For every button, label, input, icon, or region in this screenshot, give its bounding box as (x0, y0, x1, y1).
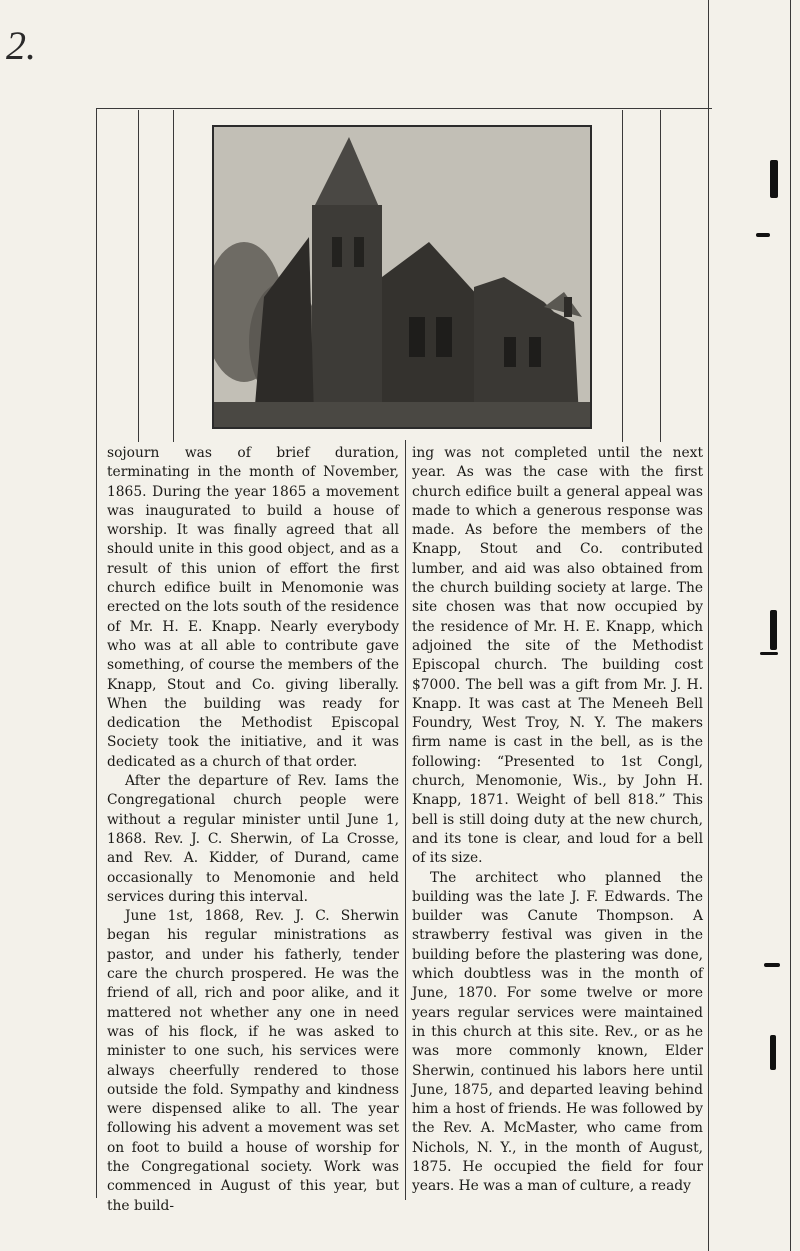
paragraph: After the departure of Rev. Iams the Congregational church people were without a regular minister until June 1, 1868. Rev. J. C. Sherwin, of La Crosse, and Rev. A. Kidder, of Durand, came occasionally to Menomonie and held services during this interval. (107, 773, 399, 905)
paragraph: ing was not completed until the next year. As was the case with the first church edifice built a general appeal was made to which a generous response was made. As before the members of the Knapp, Stout and Co. contributed lumber, and aid was also obtained from the church building society at large. The site chosen was that now occupied by the residence of Mr. H. E. Knapp, which adjoined the site of the Methodist Episcopal church. The building cost $7000. The bell was a gift from Mr. J. H. Knapp. It was cast at The Meneeh Bell Foundry, West Troy, N. Y. The makers firm name is cast in the bell, as is the following: “Presented to 1st Congl, church, Menomonie, Wis., by John H. Knapp, 1871. Weight of bell 818.” This bell is still doing duty at the new church, and its tone is clear, and loud for a bell of its size. (412, 445, 703, 867)
paragraph: The architect who planned the building was the late J. F. Edwards. The builder was Canute Thompson. A strawberry festival was given in the building before the plastering was done, which doubtless was in the month of June, 1870. For some twelve or more years regular services were maintained in this church at this site. Rev., or as he was more commonly known, Elder Sherwin, continued his labors here until June, 1875, and departed leaving behind him a host of friends. He was followed by the Rev. A. McMaster, who came from Nichols, N. Y., in the month of August, 1875. He occupied the field for four years. He was a man of culture, a ready (412, 869, 703, 1195)
frame-rule-right-1 (622, 110, 623, 442)
column-divider (405, 440, 406, 1200)
frame-rule-left-2 (173, 110, 174, 442)
church-photo (212, 125, 592, 429)
binding-mark (770, 610, 777, 650)
frame-rule-far-right (790, 0, 791, 1251)
binding-mark (770, 160, 778, 198)
church-illustration (214, 127, 590, 427)
article-left-column (107, 444, 399, 1216)
binding-mark (756, 233, 770, 237)
article-right-column (412, 444, 703, 1197)
page-number: 2. (6, 23, 36, 68)
frame-rule-right-outer (708, 0, 709, 1251)
binding-mark (760, 652, 778, 655)
paragraph: June 1st, 1868, Rev. J. C. Sherwin began his regular ministrations as pastor, and under his fatherly, tender care the church prospered. He was the friend of all, rich and poor alike, and it mattered not whether any one in need was of his flock, if he was asked to minister to one such, his services were always cheerfully rendered to those outside the fold. Sympathy and kindness were dispensed alike to all. The year following his advent a movement was set on foot to build a house of worship for the Congregational society. Work was commenced in August of this year, but the build- (107, 908, 399, 1214)
binding-mark (764, 963, 780, 967)
paragraph: sojourn was of brief duration, terminating in the month of November, 1865. During the year 1865 a movement was inaugurated to build a house of worship. It was finally agreed that all should unite in this good object, and as a result of this union of effort the first church edifice built in Menomonie was erected on the lots south of the residence of Mr. H. E. Knapp. Nearly everybody who was at all able to contribute gave something, of course the members of the Knapp, Stout and Co. giving liberally. When the building was ready for dedication the Methodist Episcopal Society took the initiative, and it was dedicated as a church of that order. (107, 445, 399, 770)
frame-top-rule (96, 108, 712, 109)
binding-mark (770, 1035, 776, 1070)
frame-rule-left-outer (96, 108, 97, 1198)
frame-rule-left-1 (138, 110, 139, 442)
frame-rule-right-2 (660, 110, 661, 442)
